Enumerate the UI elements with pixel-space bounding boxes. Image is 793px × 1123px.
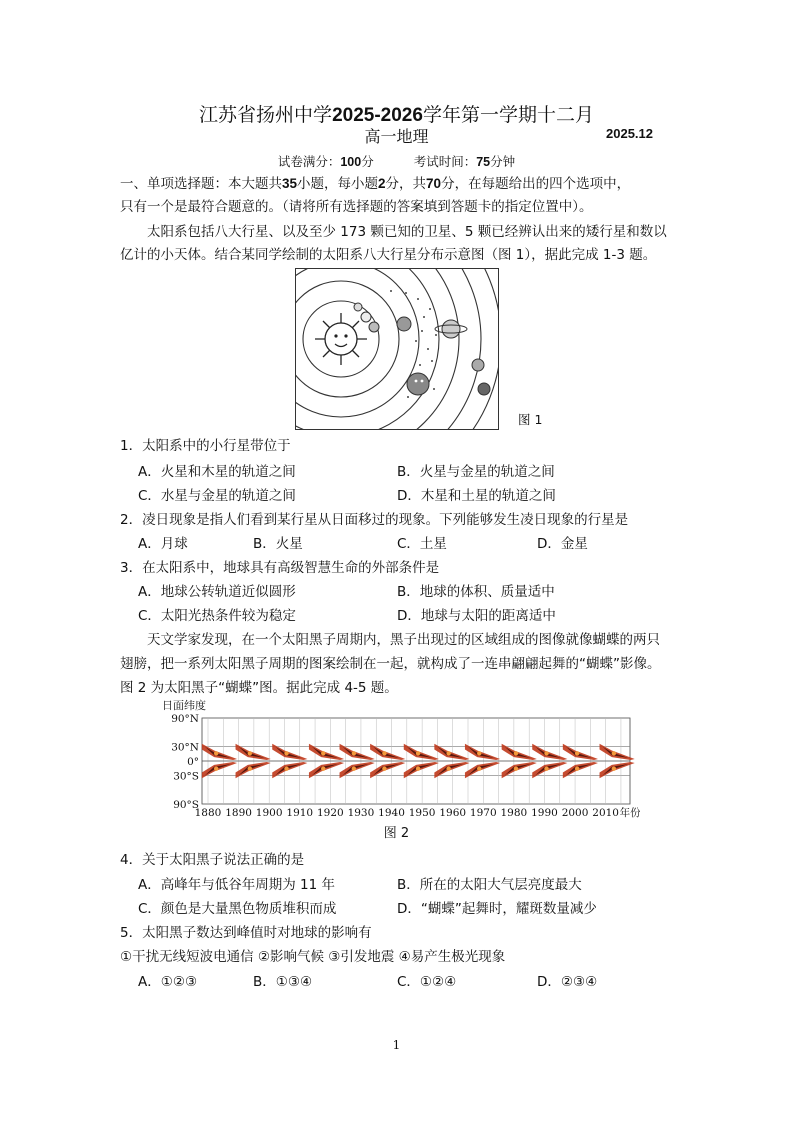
butterfly-highlight — [544, 751, 548, 755]
saturn-icon — [435, 320, 467, 338]
x-tick-label: 1910 — [286, 807, 314, 819]
x-tick-label: 1900 — [255, 807, 283, 819]
x-tick-label: 1890 — [225, 807, 252, 819]
y-tick-label: 90°N — [171, 713, 199, 725]
q2-option-a: A．月球 — [138, 536, 188, 552]
q4-stem: 4．关于太阳黑子说法正确的是 — [120, 852, 305, 868]
x-tick-label: 2000 — [561, 807, 589, 819]
butterfly-highlight — [416, 766, 420, 770]
butterfly-highlight — [214, 766, 218, 770]
section-instruction-line2: 只有一个是最符合题意的。（请将所有选择题的答案填到答题卡的指定位置中）。 — [120, 199, 593, 215]
q2-option-d: D．金星 — [537, 536, 588, 552]
q4-option-a: A．高峰年与低谷年周期为 11 年 — [138, 877, 335, 893]
butterfly-highlight — [477, 766, 481, 770]
butterfly-highlight — [446, 766, 450, 770]
q2-option-b: B．火星 — [253, 536, 303, 552]
x-tick-label: 1930 — [347, 807, 375, 819]
butterfly-highlight — [446, 751, 450, 755]
figure1-solar-system — [295, 268, 499, 430]
butterfly-highlight — [514, 766, 518, 770]
x-tick-label: 1980 — [500, 807, 528, 819]
passage2-line1: 天文学家发现，在一个太阳黑子周期内，黑子出现过的区域组成的图像就像蝴蝶的两只 — [147, 632, 660, 648]
q4-option-d: D．“蝴蝶”起舞时，耀斑数量减少 — [397, 901, 597, 917]
section-instruction-line1: 一、单项选择题：本大题共35小题，每小题2分，共70分，在每题给出的四个选项中， — [120, 176, 631, 192]
figure2-caption: 图 2 — [383, 826, 410, 841]
q2-option-c: C．土星 — [397, 536, 447, 552]
butterfly-highlight — [248, 751, 252, 755]
passage1-line2: 亿计的小天体。结合某同学绘制的太阳系八大行星分布示意图（图 1），据此完成 1-3 题。 — [120, 247, 657, 263]
exam-meta: 试卷满分：100分 考试时间：75分钟 — [277, 154, 516, 169]
x-tick-label: 1920 — [316, 807, 344, 819]
page-number: 1 — [392, 1038, 401, 1052]
q4-option-c: C．颜色是大量黑色物质堆积而成 — [138, 901, 337, 917]
q4-option-b: B．所在的太阳大气层亮度最大 — [397, 877, 582, 893]
exam-subject: 高一地理 — [364, 127, 429, 146]
figure1-caption: 图 1 — [518, 412, 543, 427]
x-tick-label: 1960 — [439, 807, 467, 819]
y-tick-label: 30°N — [171, 741, 199, 754]
butterfly-highlight — [382, 751, 386, 755]
y-tick-label: 30°S — [173, 770, 199, 783]
q2-stem: 2．凌日现象是指人们看到某行星从日面移过的现象。下列能够发生凌日现象的行星是 — [120, 512, 629, 528]
butterfly-highlight — [612, 751, 616, 755]
q5-option-c: C．①②④ — [397, 974, 457, 990]
butterfly-highlight — [575, 766, 579, 770]
butterfly-highlight — [321, 766, 325, 770]
q3-stem: 3．在太阳系中，地球具有高级智慧生命的外部条件是 — [120, 560, 440, 576]
butterfly-highlight — [284, 751, 288, 755]
exam-date: 2025.12 — [606, 126, 653, 141]
q3-option-b: B．地球的体积、质量适中 — [397, 584, 555, 600]
x-tick-label: 2010 — [592, 807, 620, 819]
x-tick-label: 1940 — [378, 807, 405, 819]
q1-option-b: B．火星与金星的轨道之间 — [397, 464, 555, 480]
exam-title: 江苏省扬州中学2025-2026学年第一学期十二月 — [199, 104, 594, 126]
y-axis-title: 日面纬度 — [162, 699, 206, 712]
butterfly-highlight — [214, 751, 218, 755]
x-tick-label: 1970 — [469, 807, 497, 819]
sun-icon — [315, 313, 367, 365]
y-tick-label: 90°S — [173, 799, 199, 811]
butterfly-highlight — [575, 751, 579, 755]
butterfly-highlight — [352, 751, 356, 755]
butterfly-highlight — [544, 766, 548, 770]
q5-stem: 5．太阳黑子数达到峰值时对地球的影响有 — [120, 925, 372, 941]
q1-stem: 1．太阳系中的小行星带位于 — [120, 438, 291, 454]
butterfly-highlight — [416, 751, 420, 755]
passage2-line2: 翅膀，把一系列太阳黑子周期的图案绘制在一起，就构成了一连串翩翩起舞的“蝴蝶”影像。 — [120, 656, 661, 672]
q1-option-c: C．水星与金星的轨道之间 — [138, 488, 296, 504]
x-tick-label: 1990 — [531, 807, 558, 819]
q3-option-d: D．地球与太阳的距离适中 — [397, 608, 556, 624]
q5-option-b: B．①③④ — [253, 974, 313, 990]
butterfly-highlight — [248, 766, 252, 770]
x-tick-label: 1950 — [408, 807, 436, 819]
passage2-line3: 图 2 为太阳黑子“蝴蝶”图。据此完成 4-5 题。 — [120, 680, 398, 696]
butterfly-highlight — [514, 751, 518, 755]
q3-option-a: A．地球公转轨道近似圆形 — [138, 584, 296, 600]
x-tick-label: 1880 — [194, 807, 222, 819]
butterfly-highlight — [321, 751, 325, 755]
q5-option-a: A．①②③ — [138, 974, 198, 990]
q5-option-d: D．②③④ — [537, 974, 598, 990]
q3-option-c: C．太阳光热条件较为稳定 — [138, 608, 296, 624]
butterfly-highlight — [382, 766, 386, 770]
butterfly-highlight — [477, 751, 481, 755]
q5-items: ①干扰无线短波电通信 ②影响气候 ③引发地震 ④易产生极光现象 — [120, 949, 506, 965]
x-axis-unit: 年份 — [619, 807, 640, 819]
butterfly-highlight — [284, 766, 288, 770]
passage1-line1: 太阳系包括八大行星、以及至少 173 颗已知的卫星、5 颗已经辨认出来的矮行星和数以 — [147, 224, 667, 240]
butterfly-highlight — [352, 766, 356, 770]
y-tick-label: 0° — [187, 756, 199, 768]
q1-option-d: D．木星和土星的轨道之间 — [397, 488, 556, 504]
figure2-butterfly-diagram — [160, 698, 640, 822]
butterfly-highlight — [612, 766, 616, 770]
q1-option-a: A．火星和木星的轨道之间 — [138, 464, 296, 480]
